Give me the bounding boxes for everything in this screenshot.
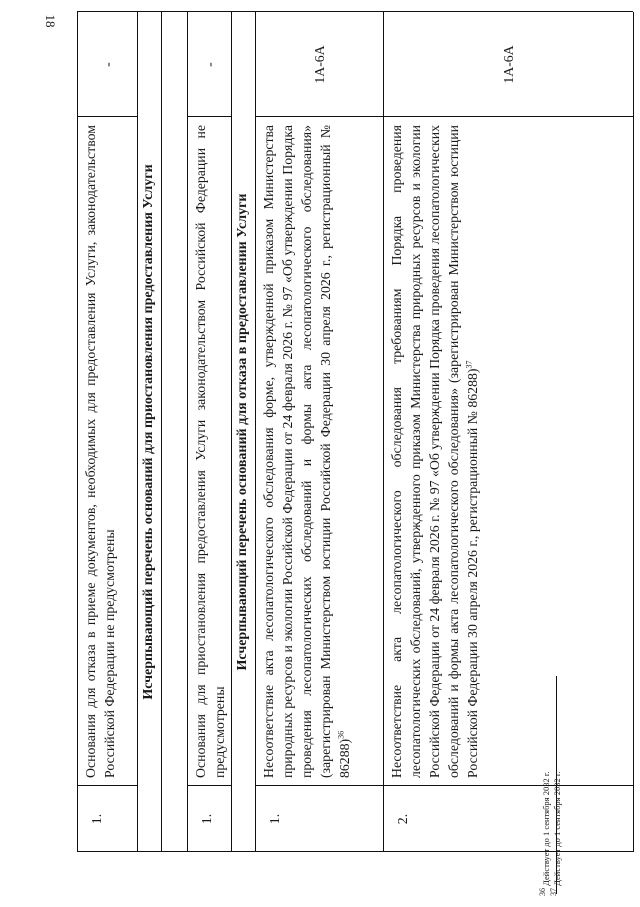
row-code: 1А-6А bbox=[500, 45, 516, 84]
row-number: 2. bbox=[395, 813, 410, 825]
row-number: 1. bbox=[267, 813, 282, 825]
footnotes bbox=[538, 676, 601, 896]
page-number: 18 bbox=[43, 14, 58, 28]
footnote-text: Действует до 1 сентября 2032 г. bbox=[552, 771, 562, 888]
row-text: Основания для приостановления предоставления Услуги законодательством Российской Федерации не предусмотрены bbox=[193, 125, 227, 778]
row-text: Основания для отказа в приеме документов, необходимых для предоставления Услуги, законодательством Российской Федерации не предусмотрены bbox=[83, 125, 117, 778]
footnote bbox=[538, 676, 552, 896]
section-header: Исчерпывающий перечень оснований для приостановления предоставления Услуги bbox=[141, 164, 156, 700]
row-number: 1. bbox=[199, 813, 214, 825]
row-text-body: Несоответствие акта лесопатологического обследования форме, утвержденной приказом Министерства природных ресурсов и экологии Российской Федерации от 24 февраля 2026 г. № 97 «Об утверждении Порядка проведения лесопатологических обследований и формы акта лесопатологического обследования» (зарегистрирован Министерством юстиции Российской Федерации 30 апреля 2026 г., регистрационный № 86288) bbox=[261, 125, 352, 778]
section-header: Исчерпывающий перечень оснований для отказа в предоставлении Услуги bbox=[235, 193, 250, 671]
table-rule bbox=[161, 12, 162, 852]
row-text-body: Несоответствие акта лесопатологического обследования требованиям Порядка проведения лесопатологических обследований, утвержденного приказом Министерства природных ресурсов и экологии Российской Федерации от 24 февраля 2026 г. № 97 «Об утверждении Порядка проведения лесопатологических обследований и формы акта лесопатологического обследования» (зарегистрирован Министерством юстиции Российской Федерации 30 апреля 2026 г., регистрационный № 86288) bbox=[389, 125, 480, 778]
footnote-mark: 37 bbox=[549, 888, 559, 896]
row-code: 1А-6А bbox=[311, 45, 327, 84]
row-number: 1. bbox=[89, 813, 104, 825]
row-code: - bbox=[99, 62, 115, 67]
row-code: - bbox=[201, 62, 217, 67]
footnote-ref: 37 bbox=[464, 360, 474, 369]
footnote-text: Действует до 1 сентября 2032 г. bbox=[541, 771, 551, 888]
footnote-mark: 36 bbox=[538, 888, 548, 896]
row-text bbox=[255, 117, 383, 786]
footnote bbox=[549, 676, 563, 896]
table-rule bbox=[633, 12, 634, 852]
footnote-ref: 36 bbox=[336, 730, 346, 739]
